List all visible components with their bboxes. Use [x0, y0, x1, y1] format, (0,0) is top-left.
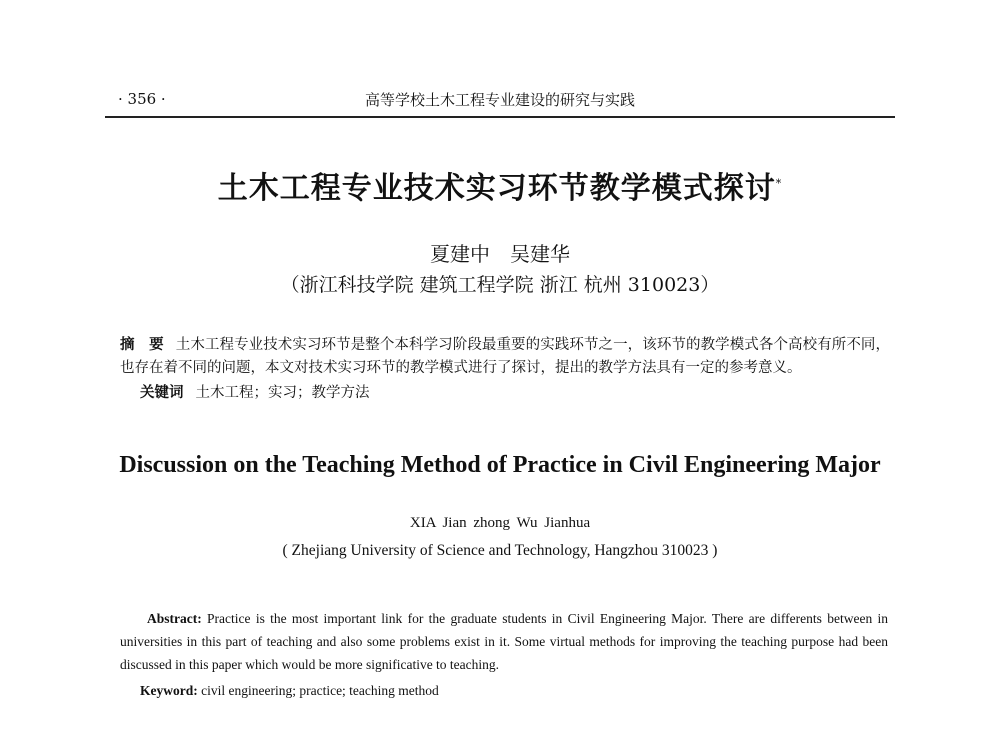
- abstract-cn-label: 摘 要: [120, 336, 164, 353]
- english-keyword-text: civil engineering; practice; teaching method: [201, 683, 439, 698]
- keywords-cn-label: 关键词: [140, 384, 184, 401]
- page-number: · 356 ·: [118, 90, 166, 108]
- english-abstract: [120, 607, 888, 676]
- header-rule: [105, 116, 895, 118]
- abstract-cn-text: 土木工程专业技术实习环节是整个本科学习阶段最重要的实践环节之一，该环节的教学模式各个高校有所不同，也存在着不同的问题，本文对技术实习环节的教学模式进行了探讨，提出的教学方法具有一定的参考意义。: [120, 337, 891, 376]
- english-authors: XIA Jian zhong Wu Jianhua: [409, 515, 591, 531]
- keywords-cn: [140, 381, 370, 402]
- paper-title-text: 土木工程专业技术实习环节教学模式探讨: [217, 171, 776, 206]
- english-keywords: [140, 683, 439, 699]
- abstract-cn: [120, 333, 890, 380]
- keywords-cn-text: 土木工程；实习；教学方法: [195, 385, 370, 401]
- paper-title: [0, 163, 1000, 207]
- running-title: 高等学校土木工程专业建设的研究与实践: [364, 91, 635, 109]
- affiliation: （浙江科技学院 建筑工程学院 浙江 杭州 310023）: [280, 274, 720, 296]
- english-abstract-label: Abstract:: [147, 611, 202, 626]
- english-title: Discussion on the Teaching Method of Practice in Civil Engineering Major: [119, 452, 881, 478]
- authors: 夏建中 吴建华: [430, 242, 570, 266]
- english-affiliation: ( Zhejiang University of Science and Technology, Hangzhou 310023 ): [282, 542, 718, 559]
- english-keyword-label: Keyword:: [140, 683, 198, 698]
- english-abstract-text: Practice is the most important link for the graduate students in Civil Engineering Major. There are differents between in universities in this part of teaching and also some problems exist in it. Some virtual methods for improving the teaching purpose had been discussed in this paper which would be more significative to teaching.: [120, 611, 889, 672]
- footnote-mark: *: [775, 177, 783, 190]
